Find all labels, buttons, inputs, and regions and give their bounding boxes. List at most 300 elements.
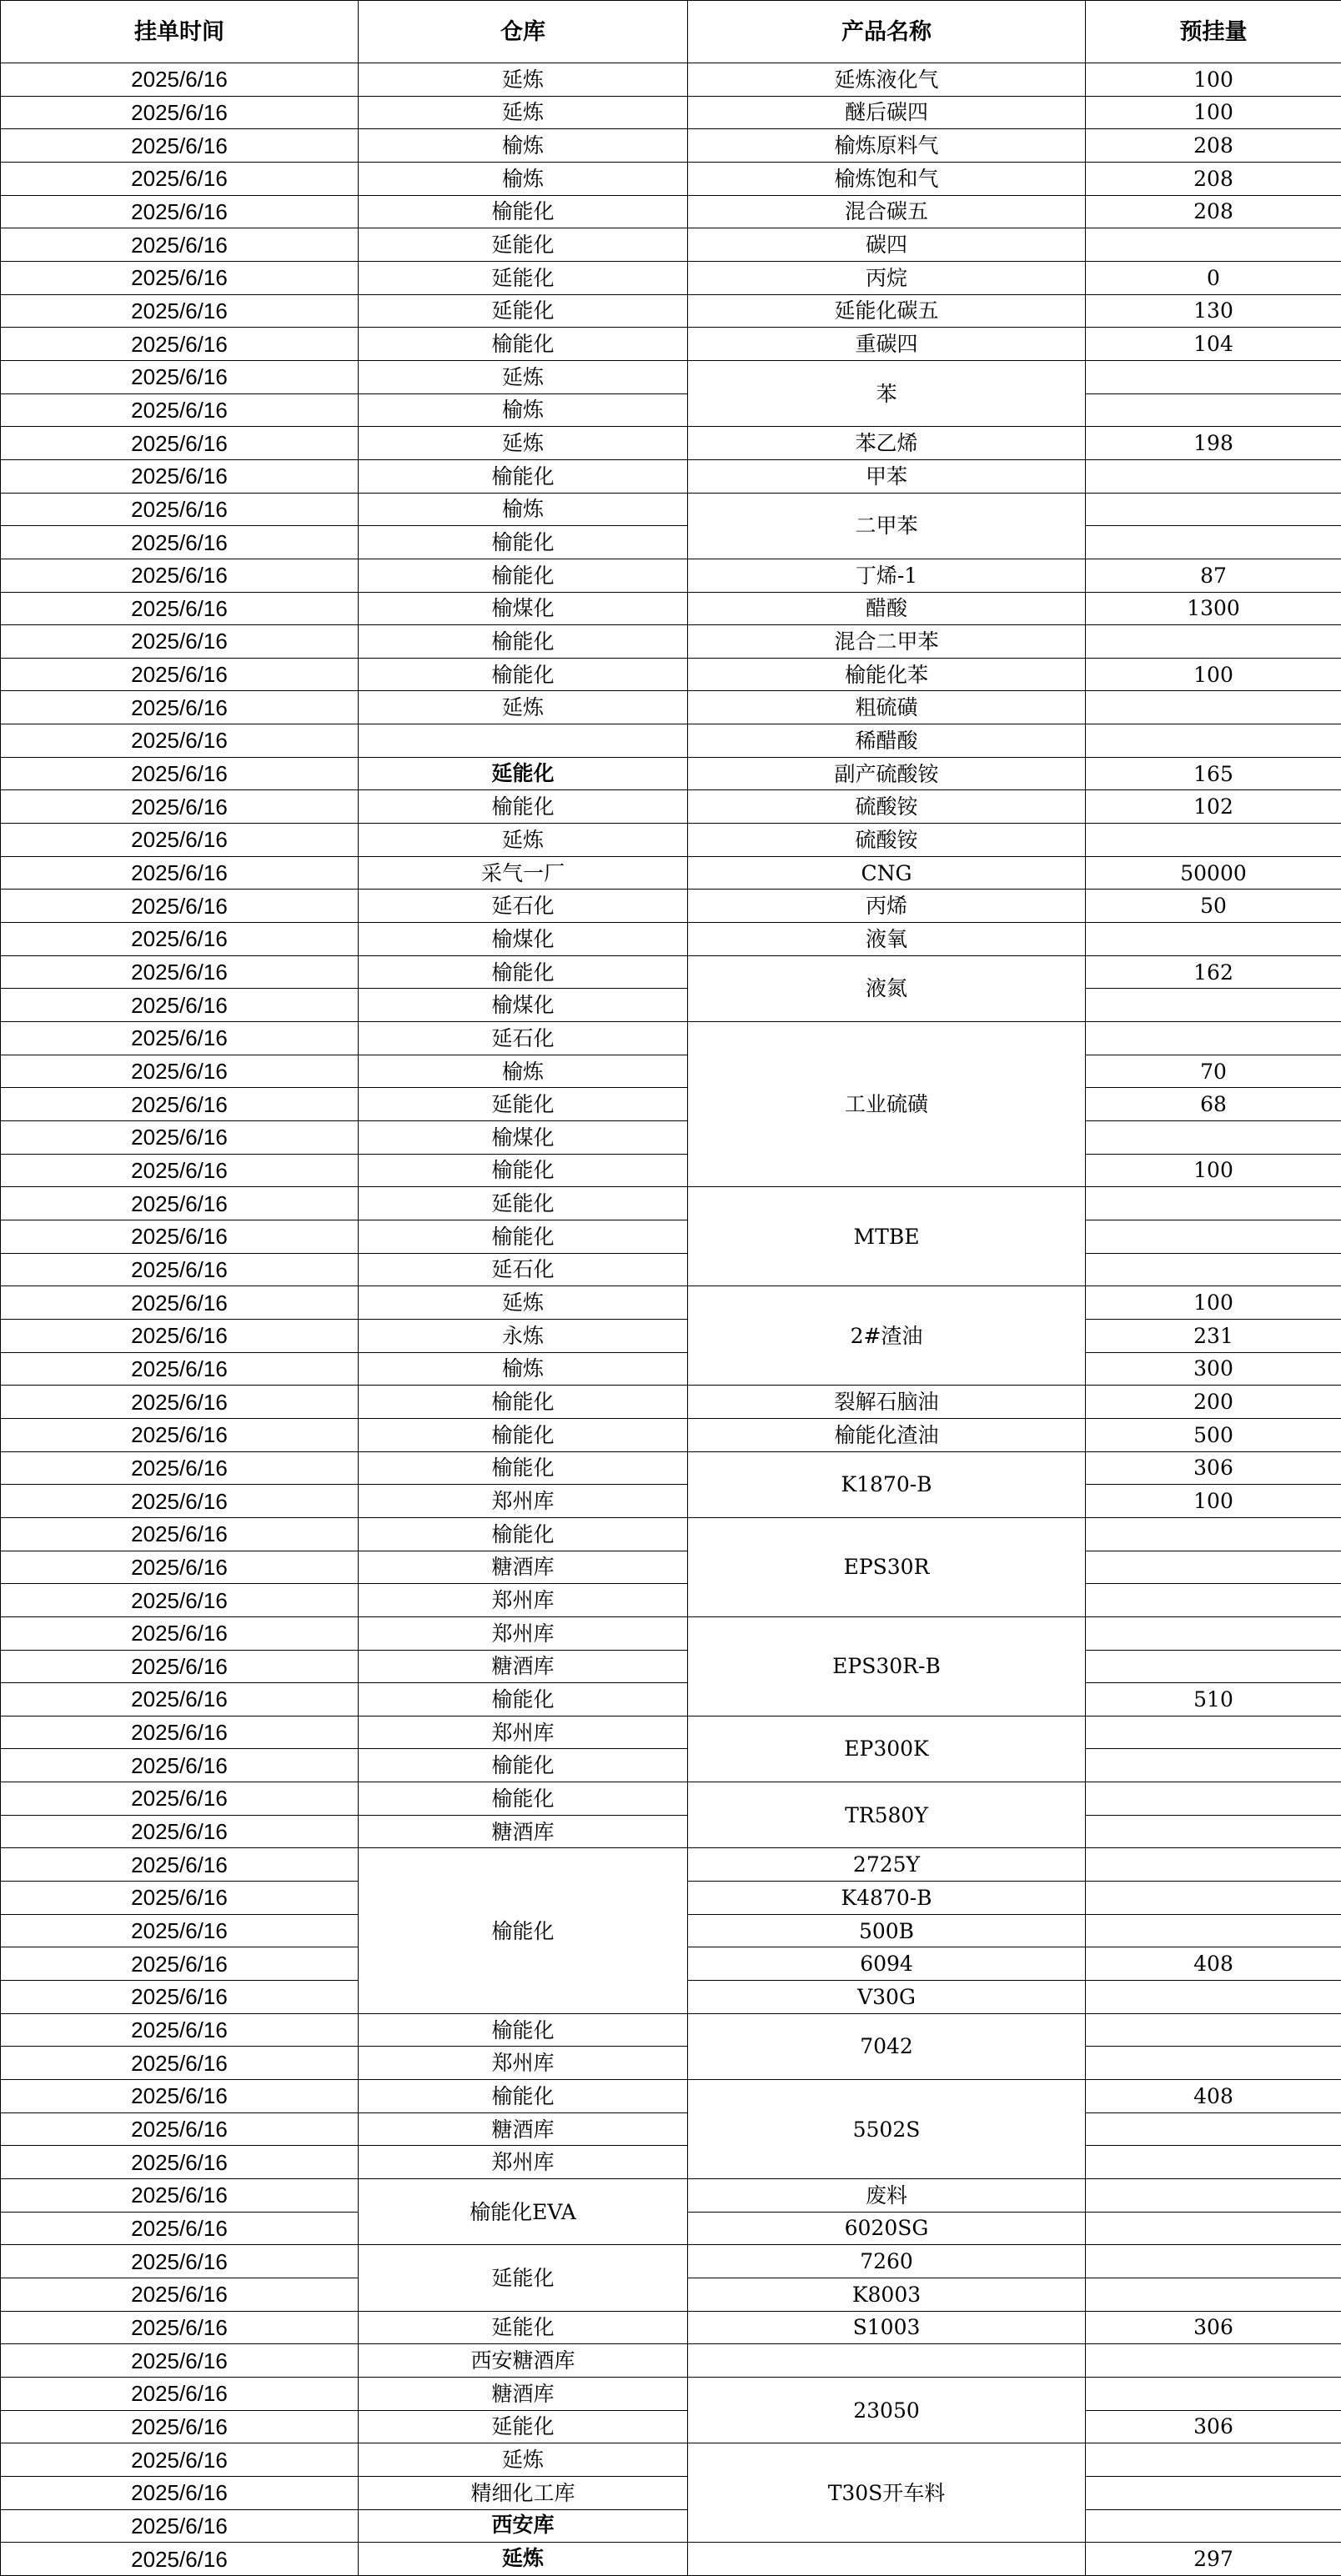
- planned-quantity-cell: 102: [1086, 790, 1341, 824]
- warehouse-cell: 延石化: [359, 890, 688, 923]
- table-row: [1, 989, 1341, 1022]
- table-row: [1, 294, 1341, 328]
- table-row: [1, 625, 1341, 659]
- listing-time-cell: 2025/6/16: [1, 2476, 359, 2509]
- table-row: [1, 2179, 1341, 2213]
- table-row: [1, 493, 1341, 526]
- header-listing-time: 挂单时间: [1, 1, 359, 63]
- planned-quantity-cell: 231: [1086, 1319, 1341, 1352]
- product-name-cell: 裂解石脑油: [688, 1386, 1086, 1419]
- product-name-cell: 粗硫磺: [688, 691, 1086, 724]
- table-row: [1, 261, 1341, 294]
- listing-time-cell: 2025/6/16: [1, 1386, 359, 1419]
- table-row: [1, 1584, 1341, 1617]
- warehouse-cell: 榆炼: [359, 1352, 688, 1386]
- product-name-cell: 液氧: [688, 923, 1086, 956]
- table-row: [1, 592, 1341, 625]
- planned-quantity-cell: 208: [1086, 162, 1341, 195]
- planned-quantity-cell: 68: [1086, 1088, 1341, 1121]
- planned-quantity-cell: [1086, 1517, 1341, 1551]
- listing-time-cell: 2025/6/16: [1, 1088, 359, 1121]
- planned-quantity-cell: [1086, 989, 1341, 1022]
- warehouse-cell: 延炼: [359, 691, 688, 724]
- table-row: [1, 1055, 1341, 1088]
- planned-quantity-cell: [1086, 691, 1341, 724]
- listing-time-cell: 2025/6/16: [1, 1451, 359, 1485]
- warehouse-cell: 榆能化: [359, 955, 688, 989]
- product-name-cell: S1003: [688, 2311, 1086, 2344]
- table-row: [1, 2080, 1341, 2113]
- listing-time-cell: 2025/6/16: [1, 195, 359, 228]
- listing-time-cell: 2025/6/16: [1, 1418, 359, 1451]
- product-name-cell: 废料: [688, 2179, 1086, 2213]
- warehouse-cell: 榆能化: [359, 459, 688, 493]
- warehouse-cell: 延炼: [359, 427, 688, 460]
- planned-quantity-cell: 100: [1086, 96, 1341, 129]
- planned-quantity-cell: 70: [1086, 1055, 1341, 1088]
- planned-quantity-cell: [1086, 2013, 1341, 2047]
- table-row: [1, 724, 1341, 758]
- listing-time-cell: 2025/6/16: [1, 2509, 359, 2543]
- listing-time-cell: 2025/6/16: [1, 228, 359, 262]
- warehouse-cell: 榆能化: [359, 1451, 688, 1485]
- listing-time-cell: 2025/6/16: [1, 1121, 359, 1155]
- warehouse-cell: 榆煤化: [359, 592, 688, 625]
- product-name-cell: CNG: [688, 856, 1086, 890]
- header-warehouse: 仓库: [359, 1, 688, 63]
- listing-time-cell: 2025/6/16: [1, 96, 359, 129]
- listing-time-cell: 2025/6/16: [1, 1253, 359, 1286]
- table-row: [1, 2344, 1341, 2378]
- planned-quantity-cell: 0: [1086, 261, 1341, 294]
- listing-time-cell: 2025/6/16: [1, 2146, 359, 2179]
- planned-quantity-cell: 104: [1086, 328, 1341, 361]
- warehouse-cell: 延能化: [359, 757, 688, 790]
- table-row: [1, 1451, 1341, 1485]
- table-row: [1, 96, 1341, 129]
- planned-quantity-cell: [1086, 2278, 1341, 2311]
- listing-time-cell: 2025/6/16: [1, 1749, 359, 1782]
- listing-time-cell: 2025/6/16: [1, 1022, 359, 1055]
- planned-quantity-cell: 100: [1086, 63, 1341, 97]
- listing-time-cell: 2025/6/16: [1, 559, 359, 592]
- warehouse-cell: 采气一厂: [359, 856, 688, 890]
- product-name-cell: 丁烯-1: [688, 559, 1086, 592]
- listing-time-cell: 2025/6/16: [1, 526, 359, 559]
- table-row: [1, 1749, 1341, 1782]
- product-name-cell: 2725Y: [688, 1848, 1086, 1882]
- warehouse-cell: 榆炼: [359, 393, 688, 427]
- planned-quantity-cell: [1086, 1584, 1341, 1617]
- table-row: [1, 360, 1341, 393]
- planned-quantity-cell: [1086, 1716, 1341, 1749]
- product-name-cell: 苯: [688, 360, 1086, 426]
- warehouse-cell: 糖酒库: [359, 2377, 688, 2410]
- product-name-cell: 7260: [688, 2245, 1086, 2278]
- table-row: [1, 1551, 1341, 1584]
- planned-quantity-cell: [1086, 724, 1341, 758]
- listing-time-cell: 2025/6/16: [1, 724, 359, 758]
- product-name-cell: 延能化碳五: [688, 294, 1086, 328]
- warehouse-cell: 榆能化: [359, 2013, 688, 2047]
- warehouse-cell: 榆能化: [359, 1418, 688, 1451]
- warehouse-cell: 榆煤化: [359, 923, 688, 956]
- product-name-cell: 重碳四: [688, 328, 1086, 361]
- listing-time-cell: 2025/6/16: [1, 790, 359, 824]
- warehouse-cell: 郑州库: [359, 1616, 688, 1650]
- warehouse-cell: 延炼: [359, 2443, 688, 2477]
- product-name-cell: 醋酸: [688, 592, 1086, 625]
- product-name-cell: 稀醋酸: [688, 724, 1086, 758]
- planned-quantity-cell: [1086, 2476, 1341, 2509]
- product-name-cell: [688, 2543, 1086, 2576]
- listing-time-cell: 2025/6/16: [1, 1782, 359, 1816]
- listing-time-cell: 2025/6/16: [1, 2047, 359, 2080]
- listing-time-cell: 2025/6/16: [1, 1848, 359, 1882]
- warehouse-cell: 榆能化: [359, 1782, 688, 1816]
- table-row: [1, 1088, 1341, 1121]
- product-name-cell: 榆炼饱和气: [688, 162, 1086, 195]
- warehouse-cell: 延炼: [359, 824, 688, 857]
- warehouse-cell: 延炼: [359, 2543, 688, 2576]
- planned-quantity-cell: 162: [1086, 955, 1341, 989]
- planned-quantity-cell: [1086, 1848, 1341, 1882]
- table-row: [1, 856, 1341, 890]
- product-name-cell: 2#渣油: [688, 1286, 1086, 1386]
- warehouse-cell: 榆炼: [359, 1055, 688, 1088]
- listing-time-cell: 2025/6/16: [1, 1187, 359, 1220]
- planned-quantity-cell: [1086, 1022, 1341, 1055]
- listing-time-cell: 2025/6/16: [1, 1485, 359, 1518]
- planned-quantity-cell: [1086, 526, 1341, 559]
- warehouse-cell: 延炼: [359, 1286, 688, 1320]
- warehouse-cell: 延能化: [359, 2245, 688, 2311]
- listing-time-cell: 2025/6/16: [1, 1352, 359, 1386]
- planned-quantity-cell: 100: [1086, 1286, 1341, 1320]
- planned-quantity-cell: [1086, 2443, 1341, 2477]
- table-row: [1, 1286, 1341, 1320]
- planned-quantity-cell: 500: [1086, 1418, 1341, 1451]
- warehouse-cell: 榆能化: [359, 1386, 688, 1419]
- warehouse-cell: 郑州库: [359, 1485, 688, 1518]
- planned-quantity-cell: [1086, 1650, 1341, 1683]
- planned-quantity-cell: 510: [1086, 1683, 1341, 1716]
- table-row: [1, 328, 1341, 361]
- warehouse-cell: 延能化: [359, 2410, 688, 2443]
- product-name-cell: K1870-B: [688, 1451, 1086, 1517]
- table-row: [1, 757, 1341, 790]
- table-row: [1, 1386, 1341, 1419]
- planned-quantity-cell: [1086, 459, 1341, 493]
- warehouse-cell: 永炼: [359, 1319, 688, 1352]
- planned-quantity-cell: 130: [1086, 294, 1341, 328]
- product-name-cell: 500B: [688, 1914, 1086, 1947]
- product-name-cell: TR580Y: [688, 1782, 1086, 1848]
- product-name-cell: 23050: [688, 2377, 1086, 2443]
- planned-quantity-cell: 165: [1086, 757, 1341, 790]
- planned-quantity-cell: 306: [1086, 2311, 1341, 2344]
- listing-time-cell: 2025/6/16: [1, 1584, 359, 1617]
- listing-time-cell: 2025/6/16: [1, 1882, 359, 1915]
- warehouse-cell: 榆能化: [359, 1154, 688, 1187]
- table-row: [1, 1319, 1341, 1352]
- warehouse-cell: 榆能化: [359, 658, 688, 691]
- listing-time-cell: 2025/6/16: [1, 1683, 359, 1716]
- product-name-cell: 丙烯: [688, 890, 1086, 923]
- warehouse-cell: 榆能化: [359, 526, 688, 559]
- warehouse-cell: 榆能化: [359, 790, 688, 824]
- listing-time-cell: 2025/6/16: [1, 1947, 359, 1981]
- listing-time-cell: 2025/6/16: [1, 1286, 359, 1320]
- table-row: [1, 658, 1341, 691]
- product-name-cell: 延炼液化气: [688, 63, 1086, 97]
- warehouse-cell: 榆能化: [359, 2080, 688, 2113]
- warehouse-cell: 西安糖酒库: [359, 2344, 688, 2378]
- product-name-cell: 硫酸铵: [688, 824, 1086, 857]
- warehouse-cell: 榆炼: [359, 129, 688, 163]
- product-name-cell: 榆能化渣油: [688, 1418, 1086, 1451]
- listing-time-cell: 2025/6/16: [1, 1650, 359, 1683]
- product-name-cell: 液氮: [688, 955, 1086, 1021]
- table-row: [1, 2245, 1341, 2278]
- planned-quantity-cell: [1086, 824, 1341, 857]
- warehouse-cell: 糖酒库: [359, 1650, 688, 1683]
- table-row: [1, 1253, 1341, 1286]
- table-row: [1, 1616, 1341, 1650]
- listing-time-cell: 2025/6/16: [1, 757, 359, 790]
- planned-quantity-cell: 198: [1086, 427, 1341, 460]
- table-row: [1, 1022, 1341, 1055]
- table-row: [1, 1220, 1341, 1253]
- warehouse-cell: 延能化: [359, 1088, 688, 1121]
- product-name-cell: 硫酸铵: [688, 790, 1086, 824]
- warehouse-cell: 延能化: [359, 1187, 688, 1220]
- warehouse-cell: 榆能化: [359, 559, 688, 592]
- listing-time-cell: 2025/6/16: [1, 1551, 359, 1584]
- table-row: [1, 2013, 1341, 2047]
- product-name-cell: 榆炼原料气: [688, 129, 1086, 163]
- warehouse-cell: 延炼: [359, 96, 688, 129]
- table-row: [1, 1683, 1341, 1716]
- warehouse-cell: 延能化: [359, 2311, 688, 2344]
- listing-time-cell: 2025/6/16: [1, 1517, 359, 1551]
- planned-quantity-cell: 300: [1086, 1352, 1341, 1386]
- planned-quantity-cell: 100: [1086, 1485, 1341, 1518]
- table-row: [1, 1815, 1341, 1848]
- warehouse-cell: 延能化: [359, 228, 688, 262]
- product-name-cell: 7042: [688, 2013, 1086, 2079]
- table-row: [1, 526, 1341, 559]
- planned-quantity-cell: [1086, 2377, 1341, 2410]
- planned-quantity-cell: 100: [1086, 658, 1341, 691]
- listing-time-cell: 2025/6/16: [1, 625, 359, 659]
- listing-time-cell: 2025/6/16: [1, 691, 359, 724]
- planned-quantity-cell: 208: [1086, 195, 1341, 228]
- warehouse-cell: 糖酒库: [359, 1551, 688, 1584]
- warehouse-cell: 延石化: [359, 1253, 688, 1286]
- header-product-name: 产品名称: [688, 1, 1086, 63]
- product-name-cell: 6020SG: [688, 2212, 1086, 2245]
- planned-quantity-cell: [1086, 1187, 1341, 1220]
- listing-time-cell: 2025/6/16: [1, 923, 359, 956]
- planned-quantity-cell: [1086, 228, 1341, 262]
- listing-time-cell: 2025/6/16: [1, 294, 359, 328]
- warehouse-cell: 西安库: [359, 2509, 688, 2543]
- planned-quantity-cell: [1086, 2245, 1341, 2278]
- listing-time-cell: 2025/6/16: [1, 1716, 359, 1749]
- listing-time-cell: 2025/6/16: [1, 955, 359, 989]
- planned-quantity-cell: [1086, 1782, 1341, 1816]
- table-row: [1, 63, 1341, 97]
- listing-time-cell: 2025/6/16: [1, 890, 359, 923]
- table-row: [1, 2146, 1341, 2179]
- planned-quantity-cell: 200: [1086, 1386, 1341, 1419]
- table-row: [1, 1517, 1341, 1551]
- product-name-cell: 副产硫酸铵: [688, 757, 1086, 790]
- listing-time-cell: 2025/6/16: [1, 1055, 359, 1088]
- table-row: [1, 1716, 1341, 1749]
- warehouse-cell: 榆能化: [359, 625, 688, 659]
- header-planned-quantity: 预挂量: [1086, 1, 1341, 63]
- table-row: [1, 2377, 1341, 2410]
- listing-time-cell: 2025/6/16: [1, 1815, 359, 1848]
- table-row: [1, 1782, 1341, 1816]
- warehouse-cell: 榆能化: [359, 1683, 688, 1716]
- warehouse-cell: 榆能化: [359, 1848, 688, 2013]
- listing-time-cell: 2025/6/16: [1, 2212, 359, 2245]
- warehouse-cell: 榆炼: [359, 162, 688, 195]
- table-row: [1, 2410, 1341, 2443]
- listing-time-cell: 2025/6/16: [1, 261, 359, 294]
- table-row: [1, 923, 1341, 956]
- product-name-cell: EPS30R: [688, 1517, 1086, 1616]
- listing-time-cell: 2025/6/16: [1, 1981, 359, 2014]
- listing-time-cell: 2025/6/16: [1, 2377, 359, 2410]
- planned-quantity-cell: 408: [1086, 1947, 1341, 1981]
- warehouse-cell: 郑州库: [359, 1716, 688, 1749]
- warehouse-cell: 榆煤化: [359, 989, 688, 1022]
- listing-time-cell: 2025/6/16: [1, 427, 359, 460]
- warehouse-cell: 延炼: [359, 360, 688, 393]
- table-row: [1, 2509, 1341, 2543]
- listing-time-cell: 2025/6/16: [1, 2179, 359, 2213]
- planned-quantity-cell: [1086, 1253, 1341, 1286]
- product-name-cell: 混合碳五: [688, 195, 1086, 228]
- product-name-cell: 丙烷: [688, 261, 1086, 294]
- product-name-cell: V30G: [688, 1981, 1086, 2014]
- table-row: [1, 1352, 1341, 1386]
- product-name-cell: 工业硫磺: [688, 1022, 1086, 1187]
- table-row: [1, 2476, 1341, 2509]
- product-name-cell: 5502S: [688, 2080, 1086, 2179]
- product-name-cell: EP300K: [688, 1716, 1086, 1782]
- warehouse-cell: 榆炼: [359, 493, 688, 526]
- table-row: [1, 790, 1341, 824]
- table-row: [1, 955, 1341, 989]
- product-name-cell: K4870-B: [688, 1882, 1086, 1915]
- table-row: [1, 2543, 1341, 2576]
- planned-quantity-cell: [1086, 1616, 1341, 1650]
- listing-time-cell: 2025/6/16: [1, 459, 359, 493]
- planned-quantity-cell: [1086, 1551, 1341, 1584]
- table-row: [1, 824, 1341, 857]
- table-row: [1, 1154, 1341, 1187]
- warehouse-cell: 郑州库: [359, 1584, 688, 1617]
- table-row: [1, 2112, 1341, 2146]
- planned-quantity-cell: 306: [1086, 1451, 1341, 1485]
- planned-quantity-cell: [1086, 923, 1341, 956]
- table-row: [1, 2443, 1341, 2477]
- product-name-cell: 二甲苯: [688, 493, 1086, 559]
- planned-quantity-cell: [1086, 2212, 1341, 2245]
- header-row: [1, 1, 1341, 63]
- warehouse-cell: 糖酒库: [359, 1815, 688, 1848]
- planned-quantity-cell: [1086, 625, 1341, 659]
- planned-quantity-cell: [1086, 1981, 1341, 2014]
- planned-quantity-cell: 297: [1086, 2543, 1341, 2576]
- table-row: [1, 228, 1341, 262]
- listing-time-cell: 2025/6/16: [1, 493, 359, 526]
- table-row: [1, 1121, 1341, 1155]
- warehouse-cell: 精细化工库: [359, 2476, 688, 2509]
- product-name-cell: 苯乙烯: [688, 427, 1086, 460]
- table-row: [1, 195, 1341, 228]
- product-name-cell: 醚后碳四: [688, 96, 1086, 129]
- table-row: [1, 890, 1341, 923]
- planned-quantity-cell: 50000: [1086, 856, 1341, 890]
- planned-quantity-cell: [1086, 2112, 1341, 2146]
- planned-quantity-cell: 408: [1086, 2080, 1341, 2113]
- warehouse-cell: [359, 724, 688, 758]
- listing-time-cell: 2025/6/16: [1, 856, 359, 890]
- planned-quantity-cell: [1086, 2146, 1341, 2179]
- listing-time-cell: 2025/6/16: [1, 2013, 359, 2047]
- planned-quantity-cell: 306: [1086, 2410, 1341, 2443]
- product-name-cell: 榆能化苯: [688, 658, 1086, 691]
- planned-quantity-cell: 100: [1086, 1154, 1341, 1187]
- table-row: [1, 2047, 1341, 2080]
- product-name-cell: EPS30R-B: [688, 1616, 1086, 1716]
- listing-time-cell: 2025/6/16: [1, 2112, 359, 2146]
- product-name-cell: MTBE: [688, 1187, 1086, 1286]
- planned-quantity-cell: [1086, 1220, 1341, 1253]
- listing-time-cell: 2025/6/16: [1, 1914, 359, 1947]
- listing-time-cell: 2025/6/16: [1, 989, 359, 1022]
- warehouse-cell: 郑州库: [359, 2047, 688, 2080]
- planned-quantity-cell: [1086, 1815, 1341, 1848]
- table-row: [1, 1418, 1341, 1451]
- planned-quantity-cell: [1086, 2179, 1341, 2213]
- listing-time-cell: 2025/6/16: [1, 1220, 359, 1253]
- warehouse-cell: 榆能化: [359, 1220, 688, 1253]
- listing-time-cell: 2025/6/16: [1, 2245, 359, 2278]
- planned-quantity-cell: 208: [1086, 129, 1341, 163]
- warehouse-cell: 榆煤化: [359, 1121, 688, 1155]
- table-row: [1, 2311, 1341, 2344]
- planned-quantity-cell: 50: [1086, 890, 1341, 923]
- listing-time-cell: 2025/6/16: [1, 658, 359, 691]
- listing-time-cell: 2025/6/16: [1, 360, 359, 393]
- warehouse-cell: 榆能化: [359, 195, 688, 228]
- table-row: [1, 393, 1341, 427]
- planned-quantity-cell: [1086, 393, 1341, 427]
- listing-time-cell: 2025/6/16: [1, 1616, 359, 1650]
- planned-quantity-cell: [1086, 1882, 1341, 1915]
- product-name-cell: 甲苯: [688, 459, 1086, 493]
- warehouse-cell: 郑州库: [359, 2146, 688, 2179]
- listing-time-cell: 2025/6/16: [1, 2080, 359, 2113]
- product-name-cell: [688, 2344, 1086, 2378]
